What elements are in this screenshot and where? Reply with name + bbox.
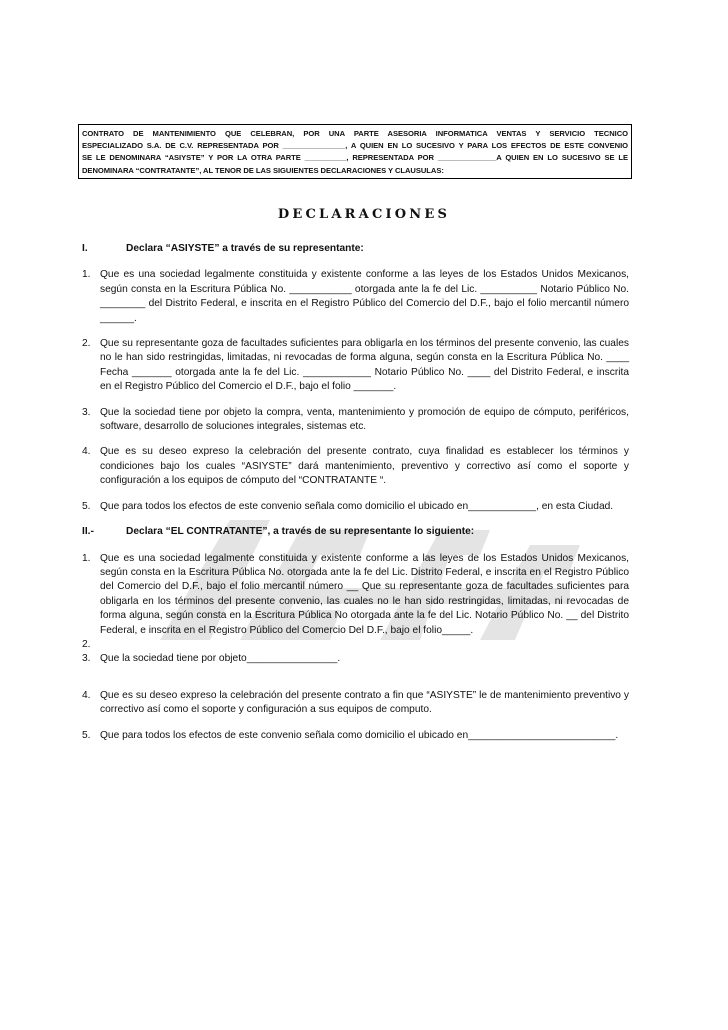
item-text: Que la sociedad tiene por objeto________________. [100, 653, 341, 665]
item-text: Que para todos los efectos de este convenio señala como domicilio el ubicado en__________________________. [100, 729, 619, 741]
header-line: DENOMINARA “CONTRATANTE”, AL TENOR DE LAS SIGUIENTES DECLARACIONES Y CLAUSULAS: [82, 165, 444, 175]
item-text: Que es su deseo expreso la celebración del presente contrato, cuya finalidad es establecer los términos y condiciones bajo los cuales “ASIYSTE” dará mantenimiento, preventivo y correctivo así como el soporte y configuración a los equipos de cómputo del “CONTRATANTE “. [100, 446, 629, 487]
section-title: Declara “ASIYSTE” a través de su representante: [126, 243, 364, 254]
item-text: Que es una sociedad legalmente constituida y existente conforme a las leyes de los Estados Unidos Mexicanos, según consta en la Escritura Pública No. otorgada ante la fe del Lic. Distrito Federal, e inscrita en el Registro Público del Comercio del D.F., bajo el folio mercantil número __ Que su representante goza de facultades suficientes para obligarla en los términos del presente convenio, las cuales no le han sido restringidas, limitadas, ni revocadas de forma alguna, según consta en la Escritura Pública No otorgada ante la fe del Lic. Notario Público No. __ del Distrito Federal, e inscrita en el Registro Público del Comercio Del D.F., bajo el folio_____. [100, 552, 629, 636]
header-line: CONTRATO DE MANTENIMIENTO QUE CELEBRAN, POR UNA PARTE ASESORIA INFORMATICA VENTAS Y SERVICIO TECNICO [82, 129, 628, 138]
contract-header-box [78, 124, 632, 179]
list-item [82, 406, 629, 435]
item-number: 5. [82, 729, 91, 741]
item-text: Que la sociedad tiene por objeto la compra, venta, mantenimiento y promoción de equipo de cómputo, periféricos, software, desarrollo de soluciones integrales, sistemas etc. [100, 406, 629, 433]
item-text: Que es su deseo expreso la celebración del presente contrato a fin que “ASIYSTE” le de mantenimiento preventivo y correctivo así como el soporte y configuración a sus equipos de computo. [100, 689, 629, 716]
list-item [82, 729, 629, 743]
item-number: 2. [82, 338, 91, 350]
item-text [100, 638, 629, 652]
list-item [82, 268, 629, 326]
document-body [82, 242, 629, 754]
item-number: 3. [82, 406, 91, 418]
list-item [82, 500, 629, 514]
item-number: 2. [82, 638, 91, 650]
item-text: Que para todos los efectos de este convenio señala como domicilio el ubicado en____________, en esta Ciudad. [100, 500, 614, 512]
list-item [82, 337, 629, 395]
section-number: I. [82, 243, 88, 254]
item-number: 1. [82, 552, 91, 564]
section-1-heading [82, 242, 629, 256]
item-number: 1. [82, 269, 91, 281]
item-number: 4. [82, 689, 91, 701]
item-number: 3. [82, 653, 91, 665]
section-number: II.- [82, 526, 94, 538]
list-item [82, 638, 629, 652]
declarations-heading: DECLARACIONES [277, 207, 451, 222]
item-text: Que es una sociedad legalmente constituida y existente conforme a las leyes de los Estados Unidos Mexicanos, según consta en la Escritura Pública No. ___________ otorgada ante la fe del Lic. __________ Notario Público No. ________ del Distrito Federal, e inscrita en el Registro Público del Comercio del D.F., bajo el folio mercantil número ______. [100, 269, 629, 324]
section-2-heading [82, 525, 629, 539]
list-item [82, 652, 629, 666]
list-item [82, 552, 629, 638]
item-text: Que su representante goza de facultades suficientes para obligarla en los términos del presente convenio, las cuales no le han sido restringidas, limitadas, ni revocadas de forma alguna, según consta en la Escritura Pública No. ____ Fecha _______ otorgada ante la fe del Lic. ____________ Notario Público No. ____ del Distrito Federal, e inscrita en el Registro Público del Comercio el D.F., bajo el folio _______. [100, 338, 629, 393]
section-title: Declara “EL CONTRATANTE”, a través de su representante lo siguiente: [126, 526, 475, 538]
list-item [82, 689, 629, 718]
list-item [82, 445, 629, 488]
header-line: ESPECIALIZADO S.A. DE C.V. REPRESENTADA POR _______________, A QUIEN EN LO SUCESIVO Y PARA LOS EFECTOS DE ESTE CONVENIO [82, 141, 628, 151]
item-number: 5. [82, 500, 91, 512]
item-number: 4. [82, 446, 91, 458]
header-line: SE LE DENOMINARA “ASIYSTE” Y POR LA OTRA PARTE __________, REPRESENTADA POR ______________A QUIEN EN LO SUCESIVO SE LE [82, 153, 628, 163]
